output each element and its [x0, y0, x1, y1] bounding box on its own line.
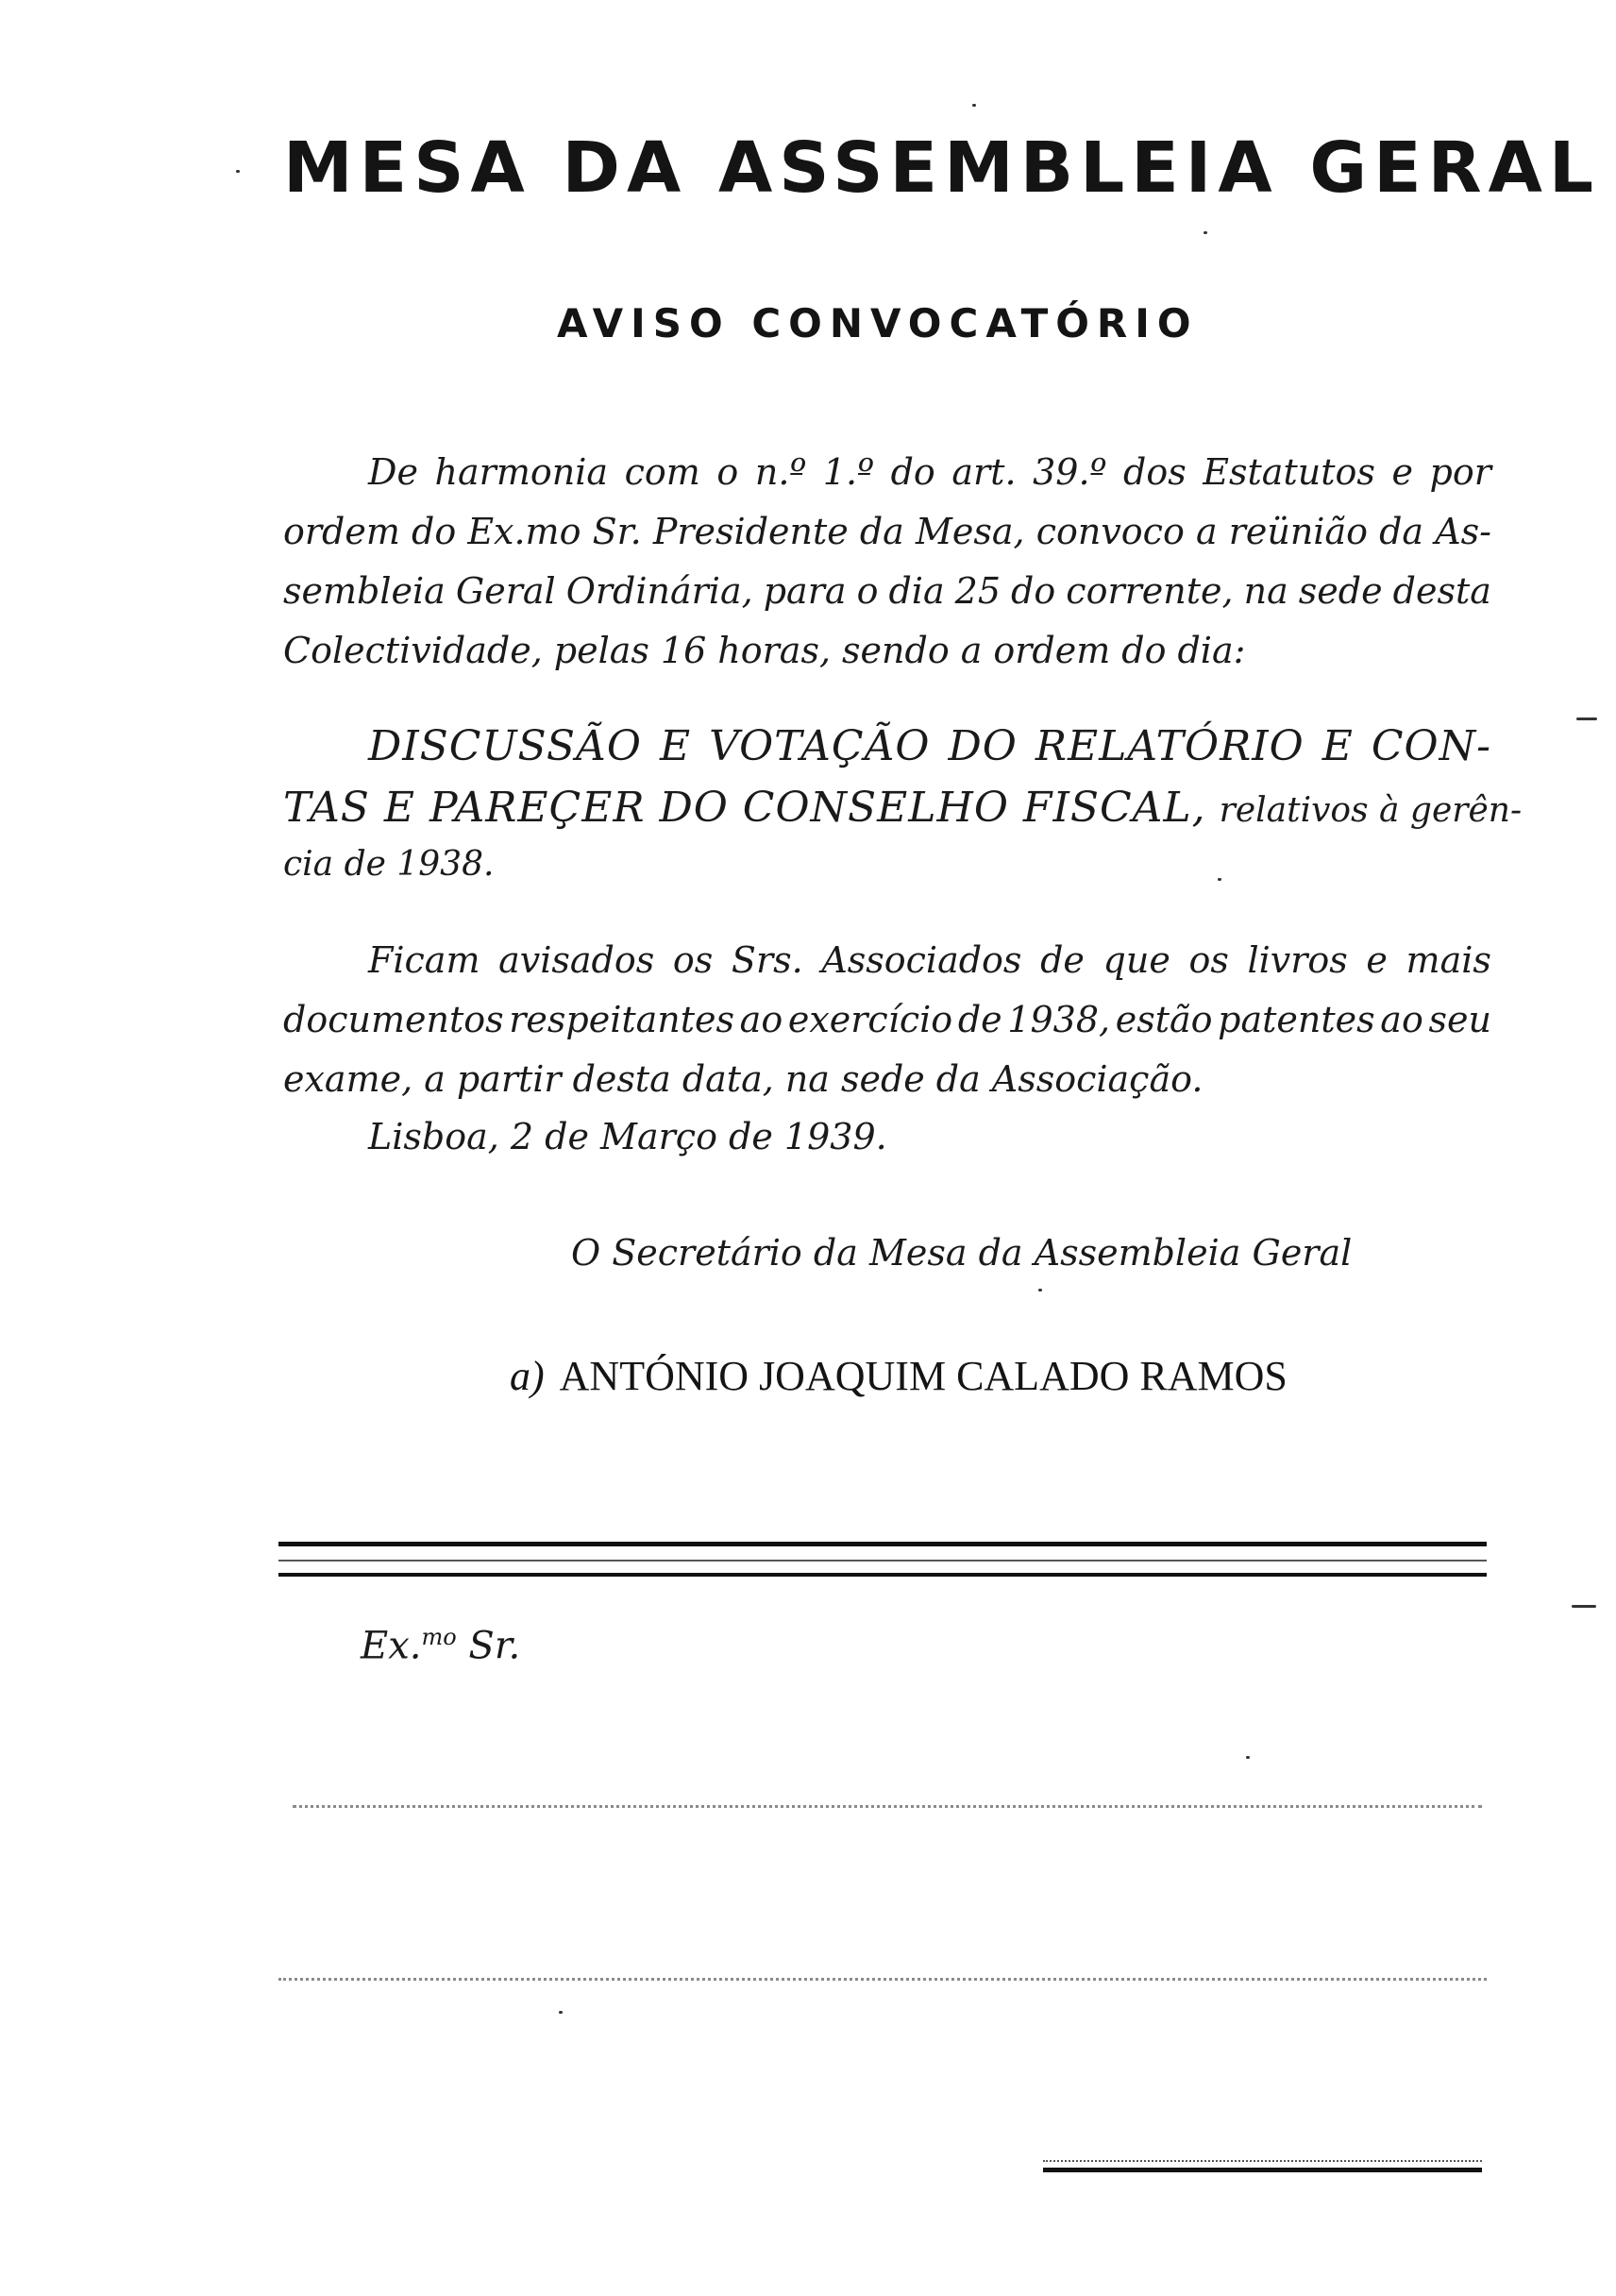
divider-rule-top	[278, 1542, 1487, 1546]
word: que	[1103, 939, 1170, 981]
word: com	[624, 451, 700, 493]
word: dos	[1123, 451, 1187, 493]
word: Associados	[821, 939, 1022, 981]
word: DO	[948, 722, 1018, 770]
scan-speck	[559, 2011, 563, 2014]
word: a	[1195, 511, 1218, 552]
word: os	[1188, 939, 1229, 981]
word: pelas	[553, 630, 649, 671]
word: dia:	[1177, 630, 1246, 671]
paragraph2-line2	[283, 999, 1491, 1040]
word: 1938,	[1007, 999, 1111, 1040]
word: na	[1243, 570, 1288, 612]
word: livros	[1247, 939, 1348, 981]
scan-speck	[1576, 718, 1597, 720]
word: do	[1121, 630, 1167, 671]
word: DISCUSSÃO	[368, 722, 642, 770]
agenda-line2-caps: TAS E PAREÇER DO CONSELHO FISCAL,	[283, 784, 1206, 832]
divider-rule-middle	[278, 1560, 1487, 1562]
agenda-line3-text: cia de 1938.	[283, 845, 495, 884]
document-subtitle: AVISO CONVOCATÓRIO	[557, 300, 1199, 346]
scan-speck	[1218, 878, 1221, 881]
word: sendo	[842, 630, 950, 671]
signature-name: ANTÓNIO JOAQUIM CALADO RAMOS	[559, 1353, 1288, 1399]
word: 25	[954, 570, 1002, 612]
word: Presidente	[652, 511, 849, 552]
scan-speck	[1204, 231, 1207, 234]
word: os	[672, 939, 714, 981]
word: corrente,	[1066, 570, 1234, 612]
word: exame,	[283, 1058, 413, 1100]
paragraph1-line4	[283, 630, 1491, 671]
agenda-line3	[283, 845, 1491, 884]
scan-speck	[236, 170, 240, 173]
address-dotted-line-1	[293, 1805, 1482, 1808]
word: estão	[1115, 999, 1213, 1040]
paragraph1-line1	[368, 451, 1491, 493]
agenda-line2	[283, 784, 1523, 832]
addressee-superscript: mo	[421, 1624, 457, 1650]
word: 1.º	[822, 451, 874, 493]
word: do	[890, 451, 935, 493]
secretary-title: O Secretário da Mesa da Assembleia Geral	[571, 1232, 1353, 1274]
word: Associação.	[991, 1058, 1204, 1100]
word: a	[960, 630, 983, 671]
word: exercício	[787, 999, 953, 1040]
word: Mesa,	[915, 511, 1025, 552]
word: dia	[888, 570, 945, 612]
word: patentes	[1218, 999, 1375, 1040]
addressee	[361, 1624, 520, 1667]
word: Geral	[455, 570, 556, 612]
word: ao	[739, 999, 783, 1040]
word: do	[1011, 570, 1056, 612]
word: reünião	[1228, 511, 1368, 552]
word: avisados	[498, 939, 655, 981]
word: data,	[682, 1058, 774, 1100]
address-end-rule	[1043, 2168, 1482, 2172]
word: da	[1379, 511, 1424, 552]
word: RELATÓRIO	[1035, 722, 1305, 770]
word: partir	[456, 1058, 562, 1100]
word: documentos	[283, 999, 504, 1040]
word: De	[368, 451, 418, 493]
word: sede	[1298, 570, 1383, 612]
word: mais	[1406, 939, 1491, 981]
word: As-	[1435, 511, 1491, 552]
agenda-line1	[368, 722, 1491, 770]
word: n.º	[754, 451, 807, 493]
scan-speck	[1038, 1289, 1042, 1292]
word: desta	[1392, 570, 1491, 612]
word: harmonia	[434, 451, 609, 493]
scan-speck	[1246, 1756, 1250, 1759]
word: sembleia	[283, 570, 446, 612]
word: art.	[951, 451, 1017, 493]
addressee-label: Ex.	[361, 1624, 422, 1668]
paragraph1-line2	[283, 511, 1491, 552]
signature-prefix: a)	[510, 1353, 545, 1399]
word: Srs.	[731, 939, 803, 981]
word: Sr.	[592, 511, 642, 552]
word: Estatutos	[1203, 451, 1375, 493]
word: de	[957, 999, 1002, 1040]
word: horas,	[717, 630, 832, 671]
word: sede	[840, 1058, 925, 1100]
word: 39.º	[1033, 451, 1107, 493]
word: na	[784, 1058, 830, 1100]
word: por	[1429, 451, 1491, 493]
word: do	[412, 511, 457, 552]
word: ordem	[283, 511, 400, 552]
word: Ordinária,	[565, 570, 753, 612]
word: respeitantes	[509, 999, 735, 1040]
word: convoco	[1035, 511, 1185, 552]
word: da	[935, 1058, 981, 1100]
paragraph2-line1	[368, 939, 1491, 981]
address-dotted-line-3	[1043, 2160, 1482, 2162]
agenda-line2-rest: relativos à gerên-	[1219, 791, 1523, 830]
word: de	[1040, 939, 1085, 981]
paragraph2-line3	[283, 1058, 1491, 1100]
paragraph1-line3	[283, 570, 1491, 612]
word: Colectividade,	[283, 630, 543, 671]
document-date: Lisboa, 2 de Março de 1939.	[368, 1116, 887, 1157]
divider-rule-bottom	[278, 1573, 1487, 1577]
word: CON-	[1371, 722, 1491, 770]
scan-speck	[1572, 1605, 1596, 1608]
word: a	[424, 1058, 446, 1100]
word: o	[716, 451, 739, 493]
word: e	[1366, 939, 1388, 981]
word: desta	[572, 1058, 671, 1100]
word: o	[856, 570, 879, 612]
scan-speck	[972, 104, 976, 107]
signature	[510, 1352, 1288, 1400]
word: da	[859, 511, 904, 552]
word: Ex.mo	[467, 511, 581, 552]
word: VOTAÇÃO	[709, 722, 931, 770]
document-title: MESA DA ASSEMBLEIA GERAL	[283, 127, 1601, 209]
word: E	[1321, 722, 1354, 770]
word: Ficam	[368, 939, 480, 981]
word: ao	[1380, 999, 1423, 1040]
addressee-suffix: Sr.	[468, 1624, 521, 1668]
word: seu	[1428, 999, 1491, 1040]
word: e	[1391, 451, 1413, 493]
address-dotted-line-2	[278, 1978, 1487, 1981]
word: para	[763, 570, 847, 612]
word: ordem	[993, 630, 1111, 671]
word: E	[659, 722, 692, 770]
word: 16	[660, 630, 707, 671]
